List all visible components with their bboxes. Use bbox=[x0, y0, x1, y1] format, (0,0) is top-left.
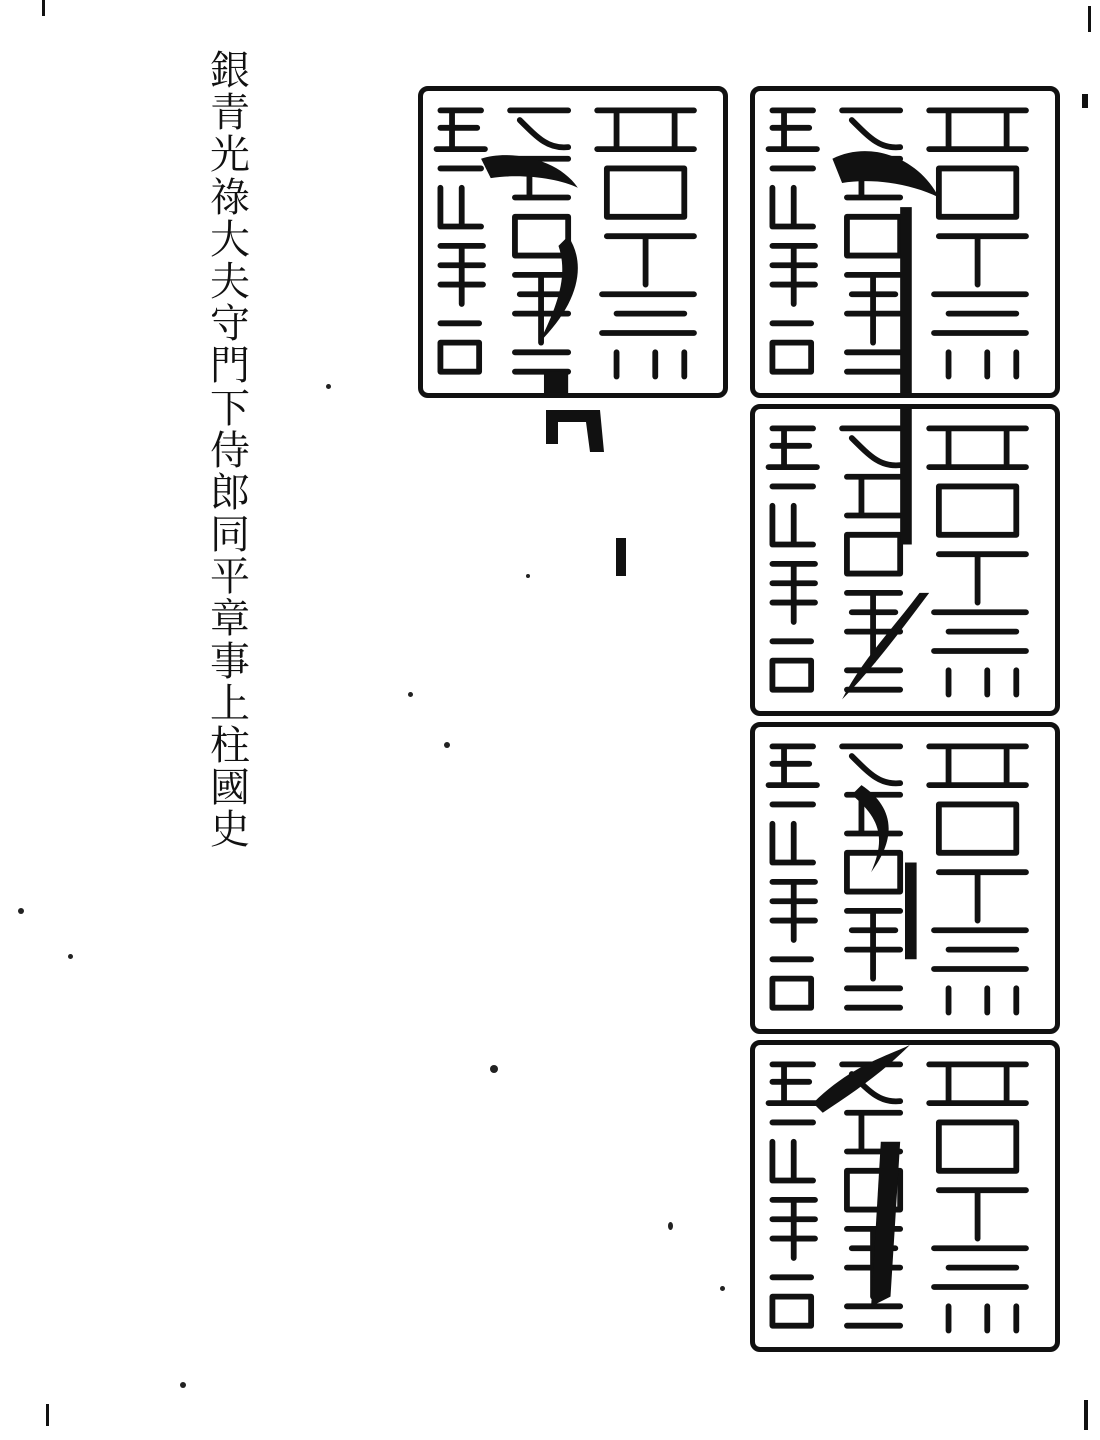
inscription-char: 門 bbox=[210, 343, 250, 390]
inscription-char: 夫 bbox=[210, 258, 250, 305]
seal-script-glyphs bbox=[755, 1045, 1055, 1347]
edge-mark bbox=[1088, 6, 1091, 32]
inscription-char: 侍 bbox=[210, 427, 250, 474]
ink-mark bbox=[616, 538, 626, 576]
edge-mark bbox=[1082, 94, 1088, 108]
inscription-char: 青 bbox=[210, 90, 250, 137]
inscription-char: 祿 bbox=[210, 174, 250, 221]
inscription-char: 國 bbox=[210, 765, 250, 812]
paper-speck bbox=[180, 1382, 186, 1388]
inscription-char: 事 bbox=[210, 638, 250, 685]
seal-script-glyphs bbox=[755, 91, 1055, 393]
seal-impression-large bbox=[750, 404, 1060, 716]
inscription-char: 守 bbox=[210, 301, 250, 348]
paper-speck bbox=[490, 1065, 498, 1073]
paper-speck bbox=[408, 692, 413, 697]
inscription-char: 郎 bbox=[210, 469, 250, 516]
inscription-char: 平 bbox=[210, 554, 250, 601]
seal-impression-large bbox=[750, 86, 1060, 398]
edge-mark bbox=[1084, 1400, 1088, 1430]
inscription-char: 銀 bbox=[210, 48, 250, 94]
paper-speck bbox=[668, 1222, 673, 1230]
paper-speck bbox=[326, 384, 331, 389]
inscription-char: 光 bbox=[210, 132, 250, 179]
edge-mark bbox=[42, 0, 45, 16]
paper-speck bbox=[444, 742, 450, 748]
edge-mark bbox=[46, 1404, 49, 1426]
ink-mark bbox=[540, 404, 610, 456]
paper-speck bbox=[720, 1286, 725, 1291]
vertical-inscription bbox=[208, 50, 252, 852]
inscription-char: 史 bbox=[210, 807, 250, 854]
inscription-char: 柱 bbox=[210, 723, 250, 769]
inscription-char: 上 bbox=[210, 680, 250, 727]
inscription-char: 章 bbox=[210, 596, 250, 643]
seal-script-glyphs bbox=[755, 727, 1055, 1029]
inscription-char: 同 bbox=[210, 512, 250, 559]
paper-speck bbox=[18, 908, 24, 914]
paper-speck bbox=[526, 574, 530, 578]
seal-script-glyphs bbox=[423, 91, 723, 393]
seal-impression-large bbox=[750, 1040, 1060, 1352]
seal-impression-large bbox=[750, 722, 1060, 1034]
seal-impression-small bbox=[418, 86, 728, 398]
paper-speck bbox=[68, 954, 73, 959]
inscription-char: 大 bbox=[210, 216, 250, 263]
seal-script-glyphs bbox=[755, 409, 1055, 711]
inscription-char: 下 bbox=[210, 385, 250, 432]
